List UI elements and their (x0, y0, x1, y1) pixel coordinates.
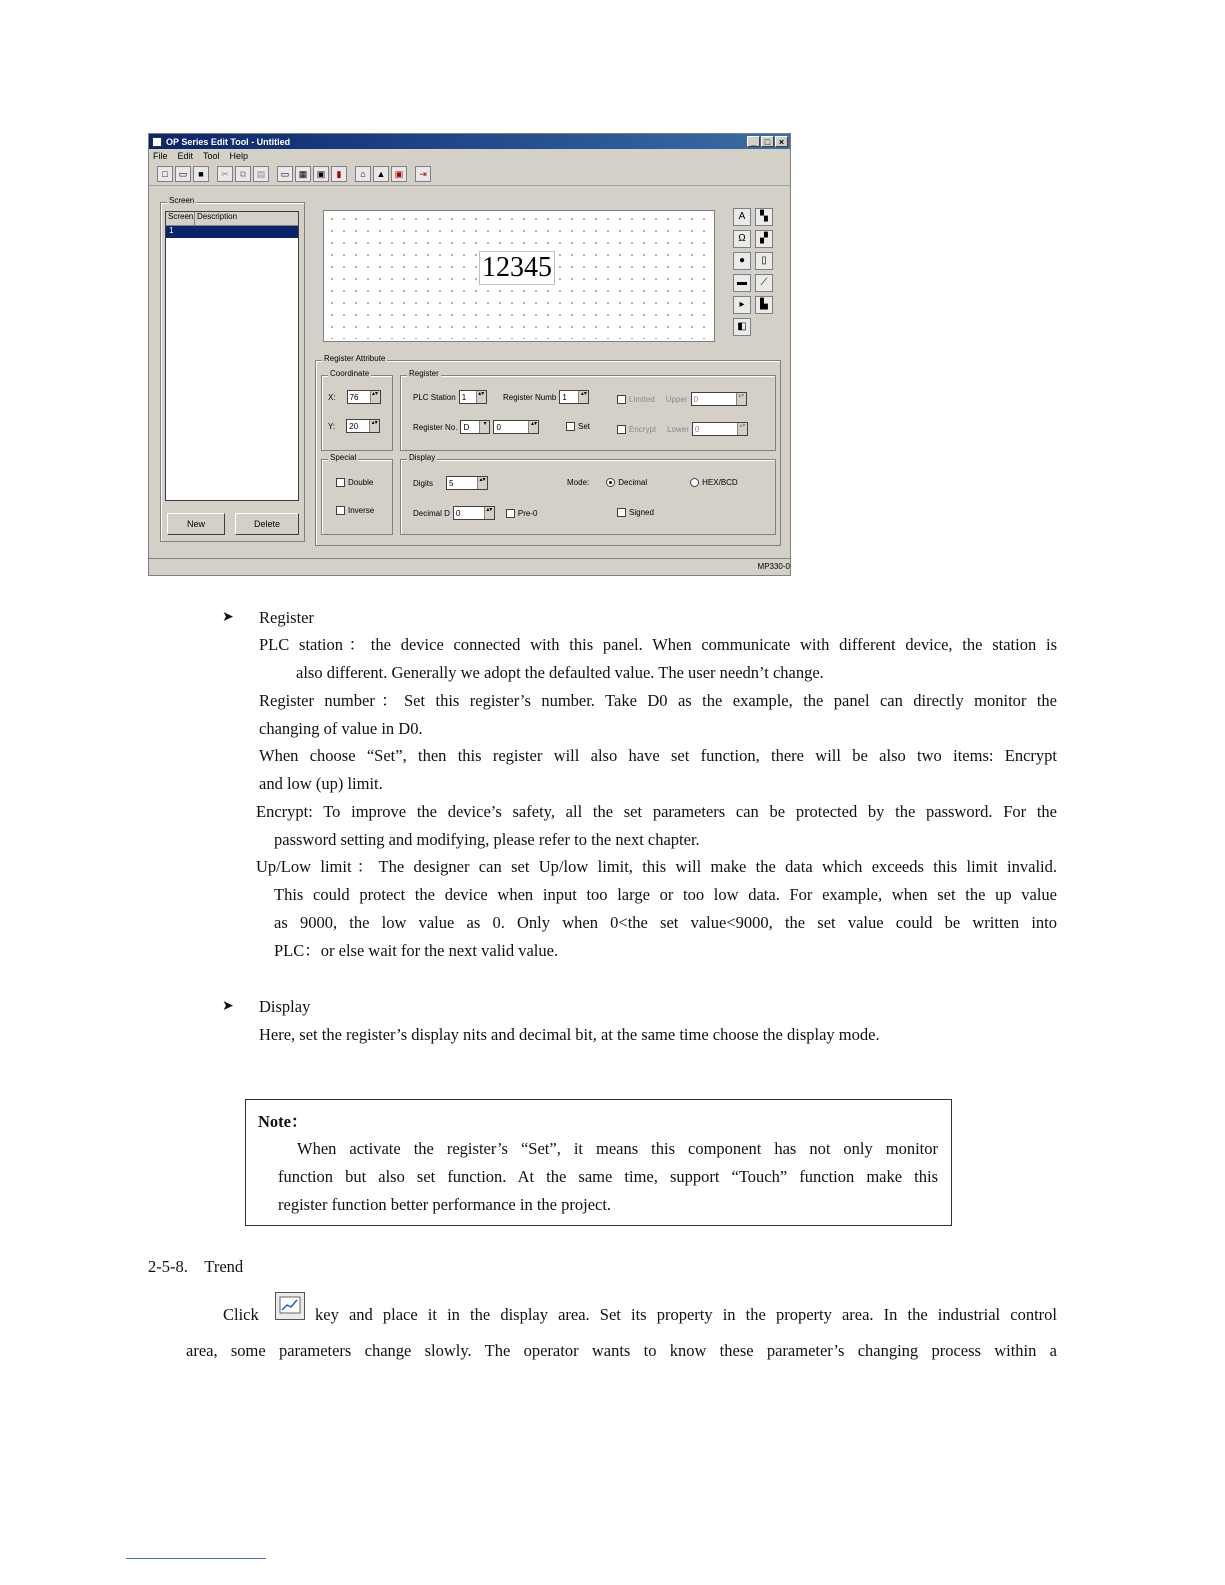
bar-tool-icon[interactable]: ▬ (733, 274, 751, 292)
coordinate-label: Coordinate (330, 369, 370, 378)
minimize-button[interactable]: _ (747, 136, 760, 147)
register-number-field (503, 390, 589, 404)
register-attribute-group (315, 354, 781, 546)
register-group-label: Register (409, 369, 439, 378)
set-paragraph-line-1: When choose “Set”, then this register will also have set function, there will be also two items: Encrypt (259, 746, 1057, 765)
save-icon[interactable]: ■ (193, 166, 209, 182)
register-heading: Register (259, 608, 314, 627)
screen-icon[interactable]: ▭ (277, 166, 293, 182)
register-type-select[interactable]: D ▾ (460, 420, 490, 434)
register-number-line-2: changing of value in D0. (259, 719, 423, 738)
bit-lamp-tool-icon[interactable]: ▚ (755, 208, 773, 226)
paste-icon[interactable]: ▤ (253, 166, 269, 182)
plc-station-spinner[interactable]: 1 ▴▾ (459, 390, 487, 404)
limit-paragraph-line-3: as 9000, the low value as 0. Only when 0<the set value<9000, the set value could be written into (274, 913, 1057, 932)
menu-edit[interactable]: Edit (177, 151, 194, 161)
new-button[interactable]: New (167, 513, 225, 535)
y-spinner[interactable]: 20 ▴▾ (346, 419, 380, 433)
status-model: MP330-0 (757, 562, 790, 571)
decimal-digits-value: 0 (455, 508, 461, 518)
screen-jump-tool-icon[interactable]: ▸ (733, 296, 751, 314)
menu-bar (149, 149, 790, 163)
encrypt-checkbox[interactable] (617, 425, 626, 434)
register-type-value: D (463, 422, 470, 432)
encrypt-field (617, 422, 748, 436)
cut-icon[interactable]: ✂ (217, 166, 233, 182)
limit-paragraph-line-1: Up/Low limit：The designer can set Up/low limit, this will make the data which exceeds this limit invalid. (256, 857, 1057, 876)
y-field (328, 419, 380, 433)
mode-label: Mode: (567, 478, 590, 487)
limited-label: Limited (629, 394, 655, 404)
menu-file[interactable]: File (153, 151, 168, 161)
set-field (566, 422, 590, 431)
open-folder-icon[interactable]: ▭ (175, 166, 191, 182)
limited-field (617, 392, 747, 406)
set-register-tool-icon[interactable]: ▞ (755, 230, 773, 248)
inverse-label: Inverse (348, 506, 375, 515)
encrypt-label: Encrypt (629, 424, 657, 434)
limit-paragraph-line-2: This could protect the device when input too large or too low data. For example, when set the up value (274, 885, 1057, 904)
new-file-icon[interactable]: □ (157, 166, 173, 182)
x-spinner[interactable]: 76 ▴▾ (347, 390, 381, 404)
mode-field (567, 478, 738, 487)
trend-paragraph-line-1: key and place it in the display area. Set its property in the property area. In the industrial control (315, 1305, 1057, 1324)
plc-station-label: PLC Station (413, 392, 456, 402)
text-tool-icon[interactable]: A (733, 208, 751, 226)
plc-paragraph-line-1: PLC station：the device connected with this panel. When communicate with different device, the station is (259, 635, 1057, 654)
register-attribute-label: Register Attribute (324, 354, 386, 363)
prefix-zero-label: Pre-0 (517, 508, 538, 518)
print-icon[interactable]: ▦ (295, 166, 311, 182)
double-label: Double (348, 478, 374, 487)
x-field (328, 390, 381, 404)
close-button[interactable]: × (775, 136, 788, 147)
screen-group (160, 196, 305, 542)
toolbar (149, 163, 790, 186)
digits-spinner[interactable]: 5 ▴▾ (446, 476, 488, 490)
register-no-label: Register No. (413, 422, 458, 432)
register-no-value: 0 (496, 422, 501, 432)
trend-tool-icon[interactable]: ⟋ (755, 274, 773, 292)
register-display-value[interactable]: 12345 (479, 251, 555, 285)
decimal-mode-radio[interactable] (606, 478, 615, 487)
x-value: 76 (349, 392, 359, 402)
switch-tool-icon[interactable]: ▯ (755, 252, 773, 270)
double-checkbox[interactable] (336, 478, 345, 487)
screen-list[interactable] (165, 211, 299, 501)
trend-icon (275, 1292, 305, 1320)
inverse-checkbox[interactable] (336, 506, 345, 515)
register-no-spinner[interactable]: 0 ▴▾ (493, 420, 539, 434)
encrypt-paragraph-line-2: password setting and modifying, please refer to the next chapter. (274, 830, 700, 849)
decimal-mode-label: Decimal (618, 478, 648, 487)
note-line-2: function but also set function. At the same time, support “Touch” function make this (278, 1167, 938, 1186)
lamp-tool-icon[interactable]: ● (733, 252, 751, 270)
register-number-label: Register Numb (503, 392, 557, 402)
display-paragraph: Here, set the register’s display nits and decimal bit, at the same time choose the display mode. (259, 1025, 880, 1044)
set-checkbox[interactable] (566, 422, 575, 431)
digits-value: 5 (449, 478, 454, 488)
date-tool-icon[interactable]: ◧ (733, 318, 751, 336)
screen-group-label: Screen (169, 196, 195, 205)
note-title: Note： (258, 1112, 308, 1131)
register-number-spinner[interactable]: 1 ▴▾ (559, 390, 589, 404)
download-icon[interactable]: ▣ (313, 166, 329, 182)
special-label: Special (330, 453, 357, 462)
x-label: X: (328, 392, 336, 402)
section-heading: 2-5-8. Trend (148, 1257, 244, 1276)
decimal-digits-spinner[interactable]: 0 ▴▾ (453, 506, 495, 520)
digits-label: Digits (413, 478, 434, 488)
note-line-1: When activate the register’s “Set”, it means this component has not only monitor (297, 1139, 938, 1158)
lower-spinner[interactable]: 0 ▴▾ (692, 422, 748, 436)
register-tool-icon[interactable]: Ω (733, 230, 751, 248)
upper-label: Upper (665, 394, 688, 404)
plc-paragraph-line-2: also different. Generally we adopt the defaulted value. The user needn’t change. (296, 663, 824, 682)
bullet-arrow-icon: ➤ (222, 610, 234, 625)
decimal-digits-label: Decimal D (413, 508, 450, 518)
title-bar (149, 134, 790, 149)
display-group (400, 453, 776, 535)
display-heading: Display (259, 997, 311, 1016)
signed-field (617, 508, 654, 517)
upper-value: 0 (693, 394, 699, 404)
trend-click-text: Click (223, 1305, 259, 1324)
special-group (321, 453, 393, 535)
exit-icon[interactable]: ⇥ (415, 166, 431, 182)
plc-station-value: 1 (461, 392, 467, 402)
screen-list-row[interactable] (166, 226, 298, 238)
description-column-header[interactable]: Description (197, 212, 238, 221)
monitor-icon[interactable]: ▣ (391, 166, 407, 182)
component-toolbox (733, 208, 773, 336)
y-label: Y: (328, 421, 336, 431)
trend-paragraph-line-2: area, some parameters change slowly. The operator wants to know these parameter’s changing process within a (186, 1341, 1057, 1360)
upload-icon[interactable]: ▲ (373, 166, 389, 182)
upper-spinner[interactable]: 0 ▴▾ (691, 392, 747, 406)
register-number-value: 1 (562, 392, 567, 402)
display-group-label: Display (409, 453, 436, 462)
prefix-zero-checkbox[interactable] (506, 509, 515, 518)
lower-value: 0 (694, 424, 700, 434)
register-no-field (413, 420, 539, 434)
coordinate-group (321, 369, 393, 451)
copy-icon[interactable]: ⧉ (235, 166, 251, 182)
bullet-arrow-icon: ➤ (222, 999, 234, 1014)
screen-column-header[interactable]: Screen (166, 212, 195, 225)
y-value: 20 (349, 421, 359, 431)
hex-mode-label: HEX/BCD (702, 478, 738, 487)
window-title: OP Series Edit Tool - Untitled (166, 136, 291, 147)
alarm-tool-icon[interactable]: ▙ (755, 296, 773, 314)
status-bar (149, 558, 790, 575)
set-paragraph-line-2: and low (up) limit. (259, 774, 383, 793)
plc-station-field (413, 390, 487, 404)
maximize-button[interactable]: □ (761, 136, 774, 147)
lower-label: Lower (667, 424, 689, 434)
menu-tool[interactable]: Tool (203, 151, 220, 161)
stop-icon[interactable]: ▮ (331, 166, 347, 182)
signed-label: Signed (629, 508, 654, 517)
limit-paragraph-line-4: PLC：or else wait for the next valid value. (274, 941, 559, 960)
set-label: Set (578, 422, 591, 431)
hex-mode-radio[interactable] (690, 478, 699, 487)
double-field (336, 478, 373, 487)
inverse-field (336, 506, 374, 515)
register-group (400, 369, 776, 451)
note-line-3: register function better performance in the project. (278, 1195, 612, 1214)
delete-button[interactable]: Delete (235, 513, 299, 535)
register-number-line-1: Register number：Set this register’s number. Take D0 as the example, the panel can directly monitor the (259, 691, 1057, 710)
signed-checkbox[interactable] (617, 508, 626, 517)
communication-icon[interactable]: ⌂ (355, 166, 371, 182)
display-canvas[interactable] (324, 211, 714, 341)
digits-field (413, 476, 488, 490)
limited-checkbox[interactable] (617, 395, 626, 404)
menu-help[interactable]: Help (229, 151, 249, 161)
screen-row-number: 1 (169, 226, 174, 235)
decimal-digits-field (413, 506, 537, 520)
app-window (148, 133, 791, 576)
footnote-divider (126, 1558, 266, 1559)
app-icon (152, 137, 162, 147)
encrypt-paragraph-line-1: Encrypt: To improve the device’s safety, all the set parameters can be protected by the password. For the (256, 802, 1057, 821)
